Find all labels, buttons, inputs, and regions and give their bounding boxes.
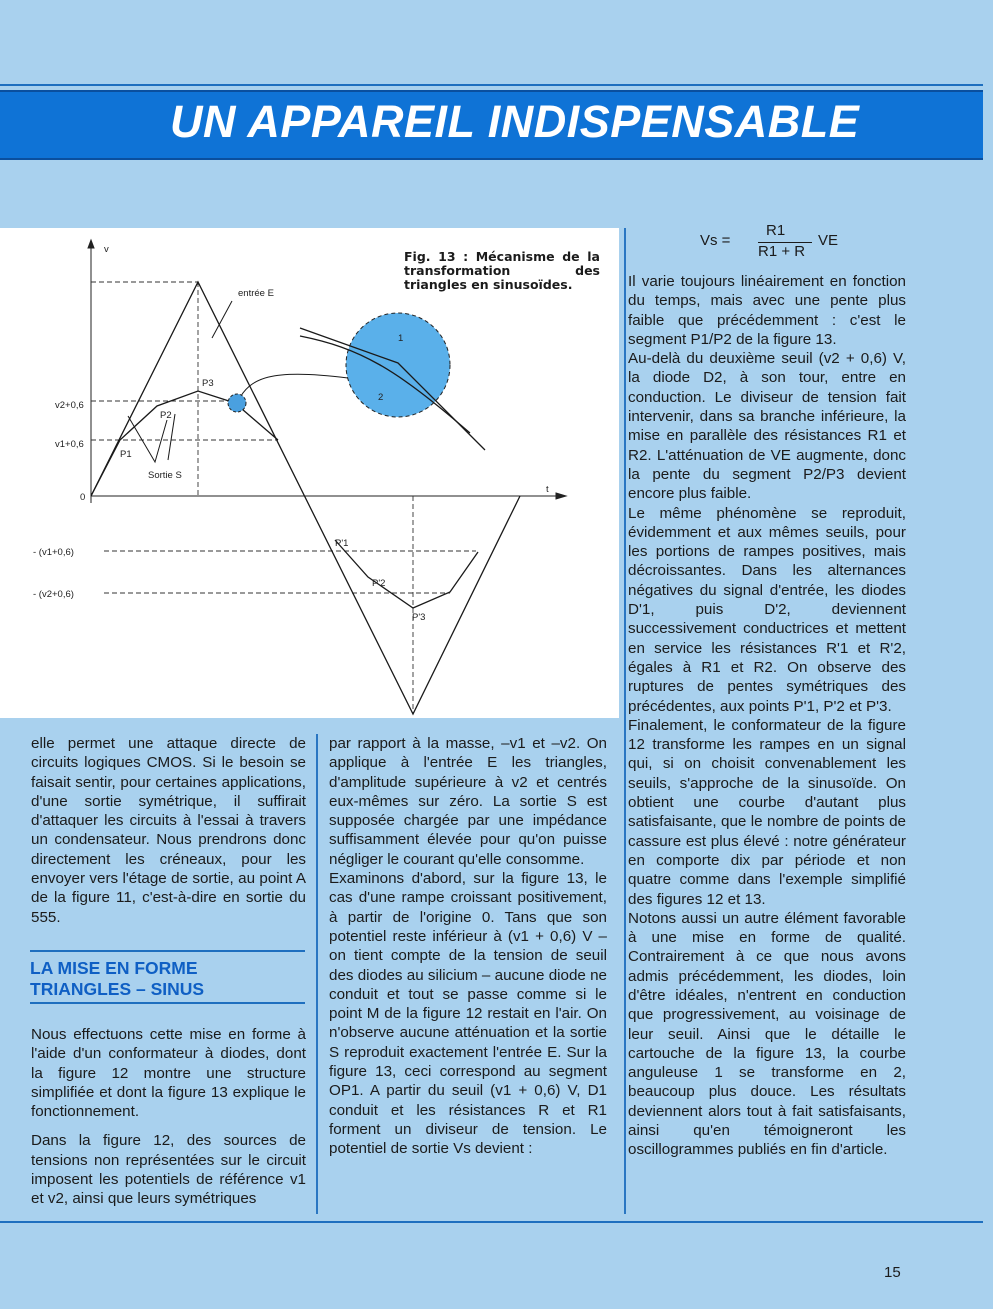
col3-paragraph-3: Le même phénomène se reproduit, évidemment et aux mêmes seuils, pour les portions de rampes positives, mais décroissantes. Dans les alternances négatives du signal d'entrée, les diodes D'1, puis D'2, deviennent successivement conductrices et mettent en service les résistances R'1 et R'2, égales à R1 et R2. On observe des ruptures de pentes symétriques des précédentes, aux points P'1, P'2 et P'3. [628, 504, 906, 715]
label-p3: P3 [202, 378, 214, 389]
section-heading [30, 950, 305, 1004]
label-origin: 0 [80, 492, 86, 503]
label-v-axis: v [104, 244, 109, 255]
shaped-output-negative [335, 540, 478, 608]
column-1-top [31, 734, 306, 927]
label-pp1: P'1 [335, 538, 349, 549]
triangle-input-e [91, 282, 520, 714]
figure-caption: Fig. 13 : Mécanisme de la transformation des triangles en sinusoïdes. [404, 249, 600, 292]
magnified-spot [228, 394, 246, 412]
bottom-rule [0, 1221, 983, 1223]
col1-paragraph-1: elle permet une attaque directe de circuits logiques CMOS. Si le besoin se faisait sentir, pour certaines applications, d'une sortie symétrique, il suffirait d'attaquer les circuits à l'essai à travers un condensateur. Nous prendrons donc directement les créneaux, pour les envoyer vers l'étage de sortie, au point A de la figure 11, c'est-à-dire en sortie du 555. [31, 735, 306, 926]
page-number: 15 [884, 1264, 901, 1281]
column-3 [628, 272, 906, 1160]
col2-paragraph-1: par rapport à la masse, –v1 et –v2. On applique à l'entrée E les triangles, d'amplitude supérieure à v2 et centrés eux-mêmes sur zéro. La sortie S est supposée chargée par une impédance suffisamment élevée pour qu'on puisse négliger le courant qu'elle consomme. [329, 735, 607, 868]
entree-pointer [212, 301, 232, 338]
label-pp2: P'2 [372, 578, 386, 589]
sortie-pointer [128, 416, 167, 462]
label-neg-v2-level: - (v2+0,6) [33, 589, 74, 600]
col3-paragraph-1: Il varie toujours linéairement en fonction du temps, mais avec une pente plus faible que précédemment : c'est le segment P1/P2 de la figure 13. [628, 273, 906, 348]
col1-paragraph-2: Nous effectuons cette mise en forme à l'aide d'un conformateur à diodes, dont la figure 12 montre une structure simplifiée et dont la figure 13 explique le fonctionnement. [31, 1026, 306, 1121]
col2-paragraph-2: Examinons d'abord, sur la figure 13, le cas d'une rampe croissant positivement, à partir de l'origine 0. Tans que son potentiel reste inférieur à (v1 + 0,6) V – on tient compte de la tension de seuil des diodes au silicium – aucune diode ne conduit et tout se passe comme si le point M de la figure 12 restait en l'air. On n'observe aucune atténuation et la sortie S reproduit exactement l'entrée E. Sur la figure 13, ceci correspond au segment OP1. A partir du seuil (v1 + 0,6) V, D1 conduit et les résistances R et R1 forment un diviseur de tension. Le potentiel de sortie Vs devient : [329, 870, 607, 1158]
figure-13-diagram [0, 228, 619, 718]
top-rule [0, 84, 983, 86]
section-heading-line-1: LA MISE EN FORME [30, 958, 198, 978]
formula-rhs: VE [818, 232, 839, 249]
column-divider-2 [624, 228, 626, 1214]
col3-paragraph-5: Notons aussi un autre élément favorable à une mise en forme de qualité. Contrairement à ce que nous avons admis précédemment, les diodes, loin d'être idéales, n'entrent en conduction que progressivement, au voisinage de leur seuil. Ainsi que le détaille le cartouche de la figure 13, la courbe anguleuse 1 se transforme en 2, beaucoup plus douce. Les résultats deviennent alors tout à fait satisfaisants, ainsi qu'en témoigneront les oscillogrammes publiés en fin d'article. [628, 909, 906, 1159]
column-divider-1 [316, 734, 318, 1214]
formula-vs [700, 222, 860, 262]
column-1-bottom [31, 1025, 306, 1209]
title-banner [0, 90, 983, 160]
label-sortie: Sortie S [148, 470, 182, 481]
label-entree: entrée E [238, 288, 274, 299]
label-p2: P2 [160, 410, 172, 421]
col3-paragraph-4: Finalement, le conformateur de la figure 12 transforme les rampes en un signal qui, si on choisit convenablement les seuils, s'approche de la sinusoïde. On obtient une courbe d'autant plus satisfaisante, que le nombre de points de cassure est plus élevé : notre générateur en comporte dix par période et non quatre comme dans l'exemple simplifié des figures 12 et 13. [628, 716, 906, 908]
shaped-output-s [91, 391, 278, 496]
col1-paragraph-3: Dans la figure 12, des sources de tensions non représentées sur le circuit imposent les potentiels de référence v1 et v2, ainsi que leurs symétriques [31, 1132, 306, 1208]
label-curve-1: 1 [398, 333, 404, 344]
t-axis-arrow [556, 493, 566, 499]
label-curve-2: 2 [378, 392, 384, 403]
label-v1-level: v1+0,6 [55, 439, 84, 450]
figure-13 [0, 228, 619, 718]
col3-paragraph-2: Au-delà du deuxième seuil (v2 + 0,6) V, la diode D2, à son tour, entre en conduction. Le diviseur de tension fait intervenir, dans sa branche inférieure, la mise en parallèle des résistances R1 et R2. L'atténuation de VE augmente, donc la pente du segment P2/P3 devient encore plus faible. [628, 350, 906, 503]
page-title: UN APPAREIL INDISPENSABLE [170, 96, 860, 147]
formula-lhs: Vs = [700, 232, 731, 249]
v-axis-arrow [88, 240, 94, 248]
formula-numerator: R1 [766, 222, 786, 239]
label-pp3: P'3 [412, 612, 426, 623]
label-v2-level: v2+0,6 [55, 400, 84, 411]
formula-denominator: R1 + R [758, 243, 806, 260]
detail-inset-circle [346, 313, 450, 417]
column-2 [329, 734, 607, 1159]
section-heading-line-2: TRIANGLES – SINUS [30, 979, 205, 999]
label-t-axis: t [546, 484, 549, 495]
label-neg-v1-level: - (v1+0,6) [33, 547, 74, 558]
label-p1: P1 [120, 449, 132, 460]
